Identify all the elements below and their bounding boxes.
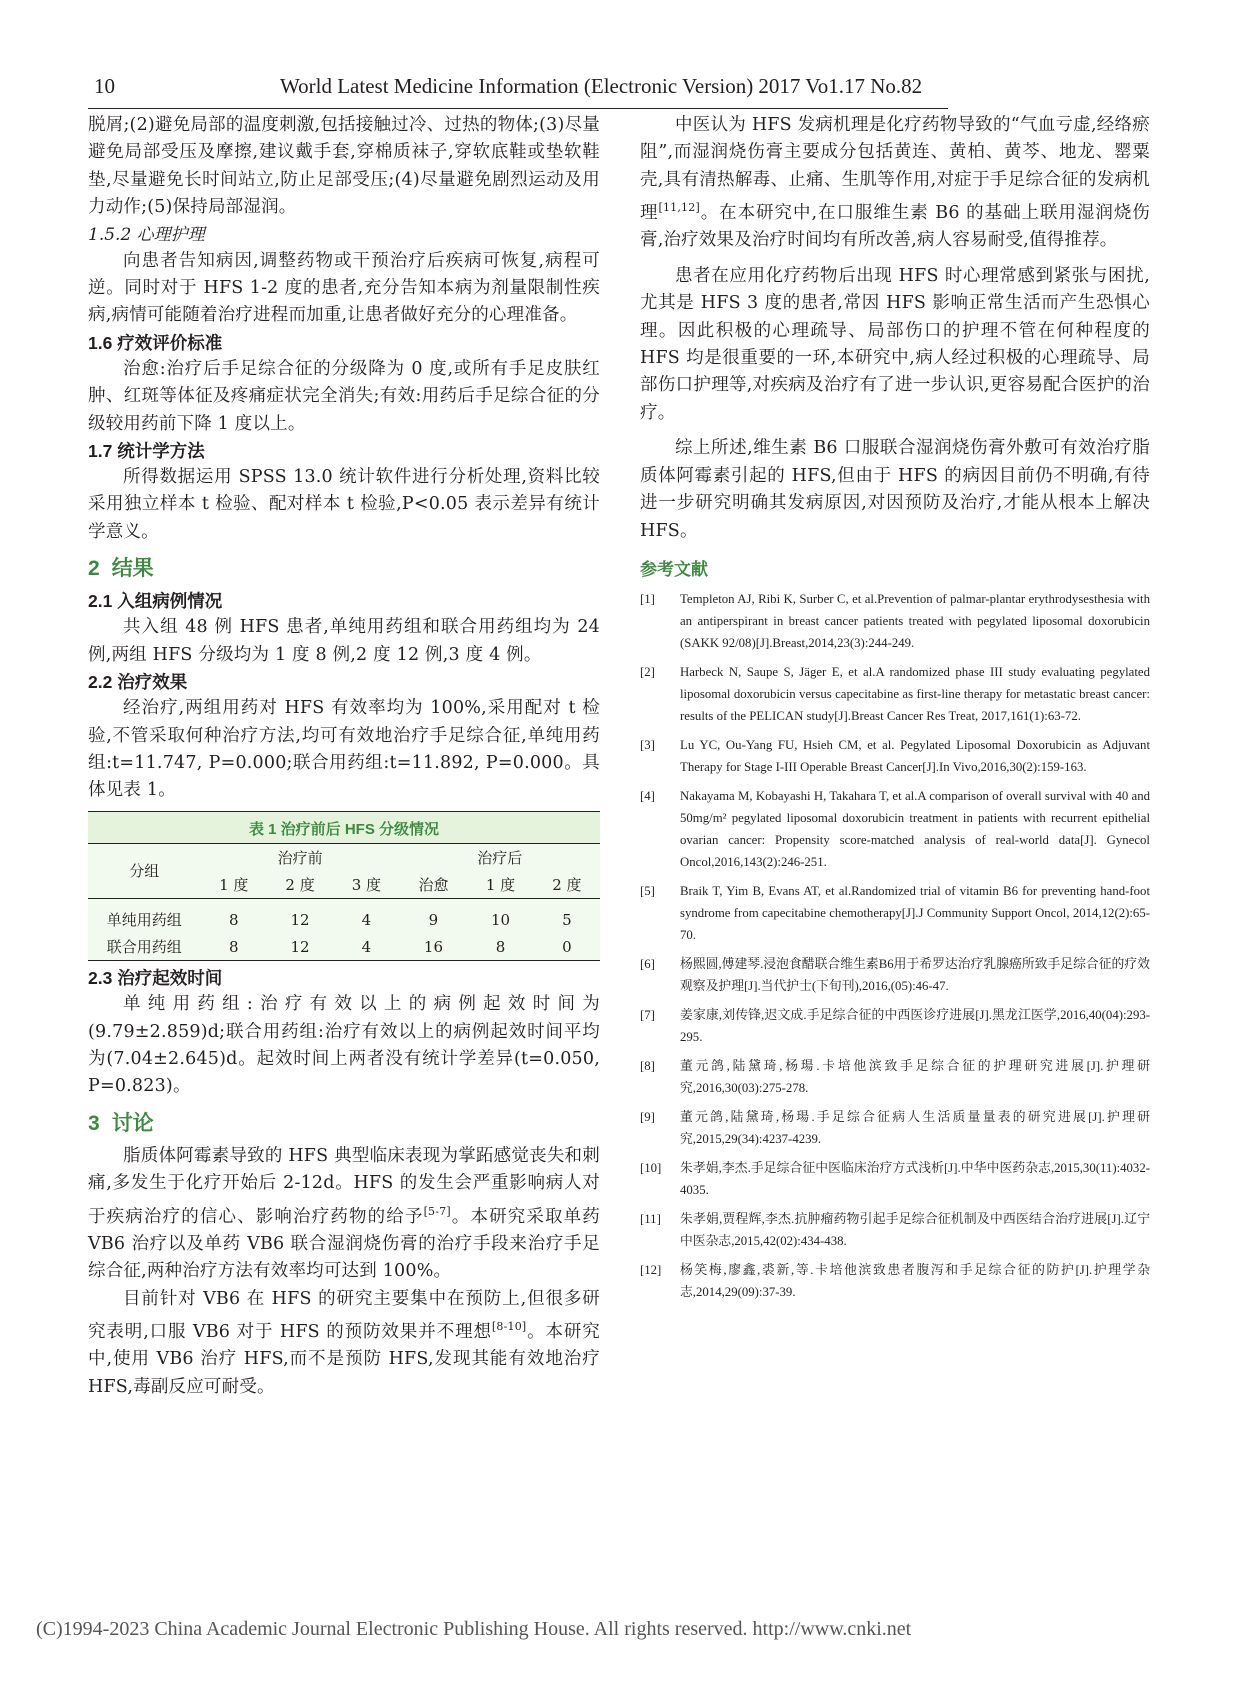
hfs-grade-table (88, 843, 600, 961)
table-cell: 单纯用药组 (106, 911, 182, 930)
paragraph: 单纯用药组:治疗有效以上的病例起效时间为(9.79±2.859)d;联合用药组:治疗有效以上的病例起效时间平均为(7.04±2.645)d。起效时间上两者没有统计学差异(t=0.050, P=0.823)。 (88, 994, 600, 1097)
reference-item: [6] 杨熙圆,傅建琴.浸泡食醋联合维生素B6用于希罗达治疗乳腺癌所致手足综合征的疗效观察及护理[J].当代护士(下旬刊),2016,(05):46-47. (640, 956, 1150, 993)
reference-list (640, 588, 1150, 1303)
page-number: 10 (94, 74, 115, 98)
reference-item: [11] 朱孝娟,贾程辉,李杰.抗肿瘤药物引起手足综合征机制及中西医结合治疗进展[J].辽宁中医杂志,2015,42(02):434-438. (640, 1211, 1150, 1248)
table-header-after: 治疗后 (400, 843, 600, 871)
table-row (88, 898, 600, 906)
reference-item: [1] Templeton AJ, Ribi K, Surber C, et al.Prevention of palmar-plantar erythrodysesthesia with an antiperspirant in breast cancer patients treated with pegylated liposomal doxorubicin (SAKK 92/08)[J].Breast,2014,23(3):244-249. (640, 591, 1150, 650)
table-cell: 8 (495, 937, 506, 956)
table-cell: 16 (423, 937, 443, 956)
section-heading-2: 2 结果 (88, 557, 154, 581)
paragraph: 目前针对 VB6 在 HFS 的研究主要集中在预防上,但很多研究表明,口服 VB6 对于 HFS 的预防效果并不理想[8-10]。本研究中,使用 VB6 治疗 HFS,而不是预防 HFS,发现其能有效地治疗 HFS,毒副反应可耐受。 (88, 1288, 600, 1397)
paragraph: 中医认为 HFS 发病机理是化疗药物导致的“气血亏虚,经络瘀阻”,而湿润烧伤膏主要成分包括黄连、黄柏、黄芩、地龙、罂粟壳,具有清热解毒、止痛、生肌等作用,对症于手足综合征的发病机理[11,12]。在本研究中,在口服维生素 B6 的基础上联用湿润烧伤膏,治疗效果及治疗时间均有所改善,病人容易耐受,值得推荐。 (640, 115, 1150, 251)
table-cell: 联合用药组 (106, 938, 182, 957)
table-subheader: 3 度 (351, 875, 382, 894)
reference-item: [10] 朱孝娟,李杰.手足综合征中医临床治疗方式浅析[J].中华中医药杂志,2015,30(11):4032-4035. (640, 1160, 1150, 1197)
reference-item: [12] 杨笑梅,廖鑫,裘新,等.卡培他滨致患者腹泻和手足综合征的防护[J].护理学杂志,2014,29(09):37-39. (640, 1262, 1150, 1299)
paragraph: 综上所述,维生素 B6 口服联合湿润烧伤膏外敷可有效治疗脂质体阿霉素引起的 HFS,但由于 HFS 的病因目前仍不明确,有待进一步研究明确其发病原因,对因预防及治疗,才能从根本上解决 HFS。 (640, 438, 1150, 541)
citation: [11,12] (658, 201, 700, 215)
table-cell: 8 (229, 937, 239, 956)
reference-item: [2] Harbeck N, Saupe S, Jäger E, et al.A randomized phase III study evaluating pegylated liposomal doxorubicin versus capecitabine as first-line therapy for metastatic breast cancer: results of the PELICAN study[J].Breast Cancer Res Treat, 2017,161(1):63-72. (640, 664, 1150, 723)
table-cell: 12 (290, 910, 310, 929)
table-cell: 4 (361, 910, 372, 929)
reference-item: [9] 董元鸽,陆黛琦,杨瑒.手足综合征病人生活质量量表的研究进展[J].护理研究,2015,29(34):4237-4239. (640, 1109, 1150, 1146)
paragraph: 患者在应用化疗药物后出现 HFS 时心理常感到紧张与困扰,尤其是 HFS 3 度的患者,常因 HFS 影响正常生活而产生恐惧心理。因此积极的心理疏导、局部伤口的护理不管在何种程度的 HFS 均是很重要的一环,本研究中,病人经过积极的心理疏导、局部伤口护理等,对疾病及治疗有了进一步认识,更容易配合医护的治疗。 (640, 265, 1150, 423)
section-heading-2-1: 2.1 入组病例情况 (88, 591, 223, 612)
section-heading-1-6: 1.6 疗效评价标准 (88, 332, 223, 353)
table-subheader: 2 度 (552, 875, 582, 894)
section-heading-2-2: 2.2 治疗效果 (88, 672, 188, 693)
reference-item: [8] 董元鸽,陆黛琦,杨瑒.卡培他滨致手足综合征的护理研究进展[J].护理研究,2016,30(03):275-278. (640, 1058, 1150, 1095)
table-row (88, 933, 600, 960)
paragraph: 所得数据运用 SPSS 13.0 统计软件进行分析处理,资料比较采用独立样本 t 检验、配对样本 t 检验,P<0.05 表示差异有统计学意义。 (88, 467, 600, 542)
copyright-footer: (C)1994-2023 China Academic Journal Electronic Publishing House. All rights reserved. http://www.cnki.net (36, 1618, 912, 1640)
paragraph: 经治疗,两组用药对 HFS 有效率均为 100%,采用配对 t 检验,不管采取何种治疗方法,均可有效地治疗手足综合征,单纯用药组:t=11.747, P=0.000;联合用药组:t=11.892, P=0.000。具体见表 1。 (88, 698, 600, 801)
paragraph: 向患者告知病因,调整药物或干预治疗后疾病可恢复,病程可逆。同时对于 HFS 1-2 度的患者,充分告知本病为剂量限制性疾病,病情可能随着治疗进程而加重,让患者做好充分的心理准备。 (88, 250, 600, 326)
references-title: 参考文献 (640, 559, 708, 579)
table-cell: 0 (562, 937, 572, 956)
reference-item: [7] 姜家康,刘传锋,迟文成.手足综合征的中西医诊疗进展[J].黑龙江医学,2016,40(04):293-295. (640, 1007, 1150, 1044)
table-cell: 4 (361, 937, 372, 956)
table-subheader: 2 度 (285, 875, 315, 894)
reference-item: [3] Lu YC, Ou-Yang FU, Hsieh CM, et al. Pegylated Liposomal Doxorubicin as Adjuvant Therapy for Stage I-III Operable Breast Cancer[J].In Vivo,2016,30(2):159-163. (640, 737, 1150, 774)
citation: [5-7] (423, 1204, 451, 1218)
table-cell: 5 (562, 910, 572, 929)
section-heading-1-7: 1.7 统计学方法 (88, 441, 205, 462)
paragraph: 治愈:治疗后手足综合征的分级降为 0 度,或所有手足皮肤红肿、红斑等体征及疼痛症状完全消失;有效:用药后手足综合征的分级较用药前下降 1 度以上。 (88, 358, 600, 434)
table-subheader: 1 度 (485, 875, 516, 894)
left-column (88, 112, 600, 1401)
table-caption: 表 1 治疗前后 HFS 分级情况 (88, 812, 600, 843)
citation: [8-10] (491, 1320, 527, 1334)
reference-item: [4] Nakayama M, Kobayashi H, Takahara T, et al.A comparison of overall survival with 40 and 50mg/m² pegylated liposomal doxorubicin treatment in patients with recurrent epithelial ovarian cancer: Propensity score-matched analysis of real-world data[J]. Gynecol Oncol,2016,143(2):246-251. (640, 788, 1150, 869)
table-cell: 9 (428, 910, 439, 929)
table-1 (88, 811, 600, 962)
paragraph: 共入组 48 例 HFS 患者,单纯用药组和联合用药组均为 24 例,两组 HFS 分级均为 1 度 8 例,2 度 12 例,3 度 4 例。 (88, 617, 600, 665)
table-header-before: 治疗前 (201, 843, 400, 871)
page-header (88, 68, 948, 109)
table-subheader: 治愈 (418, 875, 449, 894)
table-subheader: 1 度 (219, 875, 249, 894)
section-heading-3: 3 讨论 (88, 1111, 154, 1135)
table-row (88, 906, 600, 933)
table-cell: 8 (229, 910, 239, 929)
table-header-group: 分组 (88, 843, 201, 898)
section-heading-2-3: 2.3 治疗起效时间 (88, 968, 223, 989)
right-column (640, 112, 1150, 1310)
table-cell: 10 (490, 910, 511, 929)
journal-title: World Latest Medicine Information (Electronic Version) 2017 Vo1.17 No.82 (280, 74, 923, 98)
paragraph: 脱屑;(2)避免局部的温度刺激,包括接触过冷、过热的物体;(3)尽量避免局部受压及摩擦,建议戴手套,穿棉质袜子,穿软底鞋或垫软鞋垫,尽量避免长时间站立,防止足部受压;(4)尽量避免剧烈运动及用力动作;(5)保持局部湿润。 (88, 115, 600, 218)
table-cell: 12 (290, 937, 310, 956)
reference-item: [5] Braik T, Yim B, Evans AT, et al.Randomized trial of vitamin B6 for preventing hand-foot syndrome from capecitabine chemotherapy[J].J Community Support Oncol, 2014,12(2):65-70. (640, 883, 1150, 942)
section-heading-1-5-2: 1.5.2 心理护理 (88, 224, 205, 245)
paragraph: 脂质体阿霉素导致的 HFS 典型临床表现为掌跖感觉丧失和刺痛,多发生于化疗开始后 2-12d。HFS 的发生会严重影响病人对于疾病治疗的信心、影响治疗药物的给予[5-7]。本研究采取单药 VB6 治疗以及单药 VB6 联合湿润烧伤膏的治疗手段来治疗手足综合征,两种治疗方法有效率均可达到 100%。 (88, 1145, 600, 1282)
